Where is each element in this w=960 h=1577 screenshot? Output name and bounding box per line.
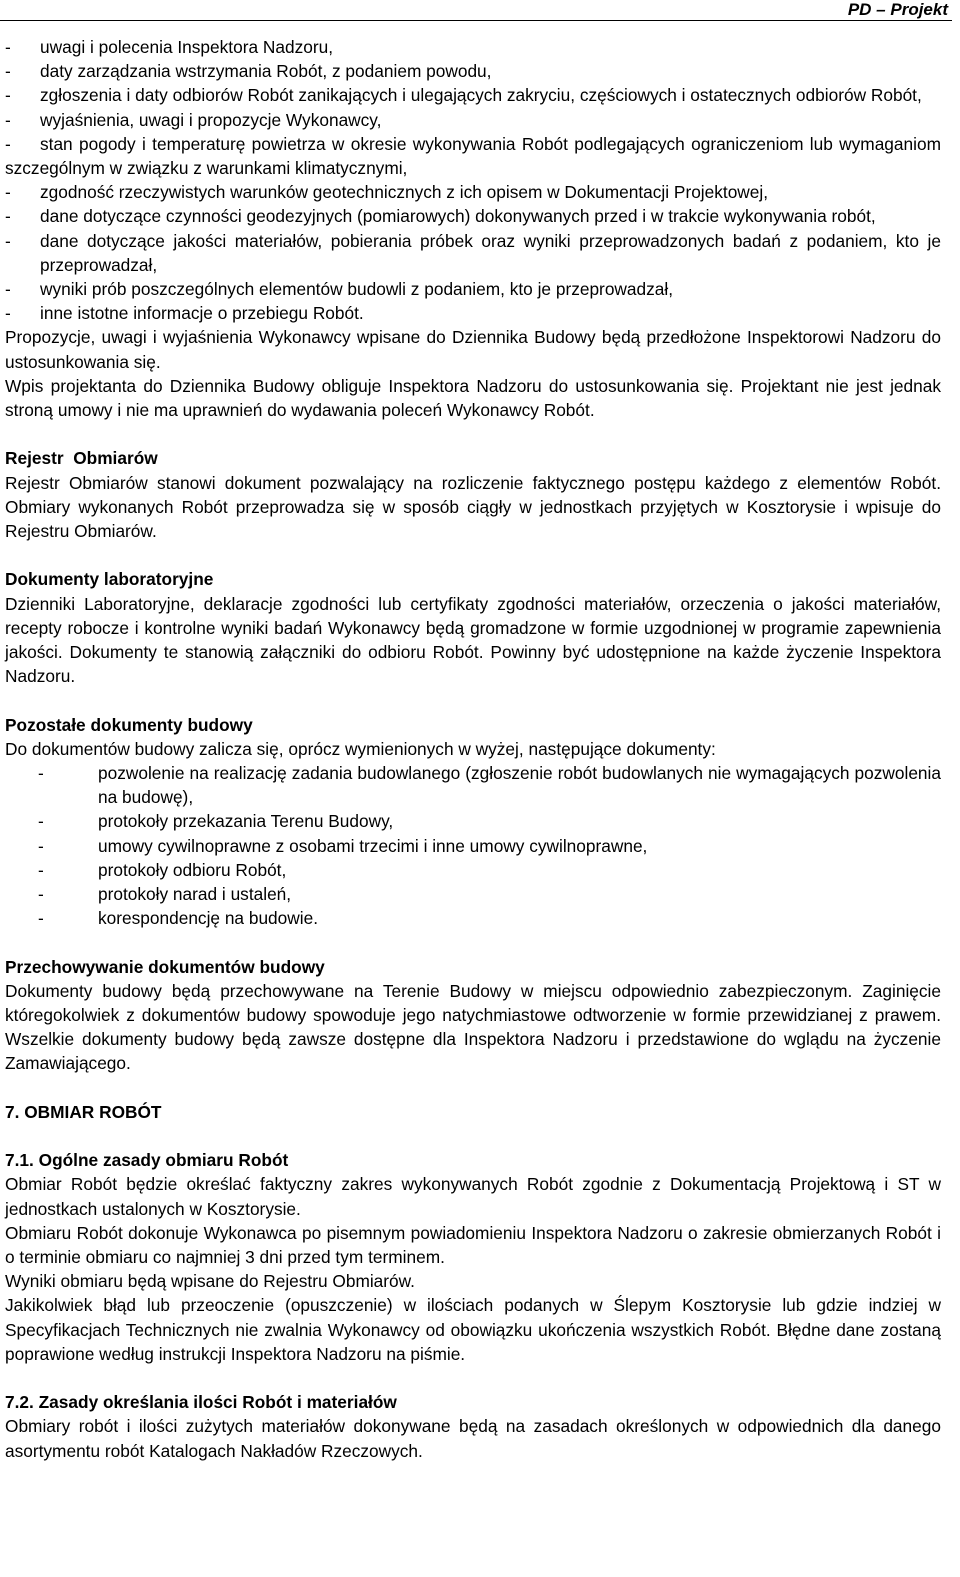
list-item: - daty zarządzania wstrzymania Robót, z podaniem powodu, [5, 61, 492, 82]
heading-section-7-2: 7.2. Zasady określania ilości Robót i materiałów [5, 1392, 397, 1413]
heading-other-docs: Pozostałe dokumenty budowy [5, 714, 253, 735]
list-item: - zgodność rzeczywistych warunków geotechnicznych z ich opisem w Dokumentacji Projektowej, [5, 182, 769, 203]
other-docs-list [5, 761, 941, 930]
heading-section-7: 7. OBMIAR ROBÓT [5, 1101, 162, 1122]
paragraph-designer-entry: Wpis projektanta do Dziennika Budowy obliguje Inspektora Nadzoru do ustosunkowania się. Projektant nie jest jednak stroną umowy i nie ma uprawnień do wydawania poleceń Wykonawcy Robót. [5, 375, 941, 421]
list-item: - korespondencję na budowie. [38, 908, 319, 929]
list-item-wrap: - dane dotyczące czynności geodezyjnych (pomiarowych) dokonywanych przed i w trakcie wykonywania robót, [5, 206, 876, 227]
list-item: - wyjaśnienia, uwagi i propozycje Wykonawcy, [5, 109, 382, 130]
list-item: - pozwolenie na realizację zadania budowlanego (zgłoszenie robót budowlanych nie wymagających pozwolenia na budowę), [38, 763, 941, 808]
page-header: PD – Projekt [847, 0, 948, 19]
paragraph-proposals: Propozycje, uwagi i wyjaśnienia Wykonawcy wpisane do Dziennika Budowy będą przedłożone Inspektorowi Nadzoru do ustosunkowania się. [5, 327, 941, 372]
header-rule [0, 20, 952, 21]
document-body [5, 35, 941, 1463]
paragraph-lab: Dzienniki Laboratoryjne, deklaracje zgodności lub certyfikaty zgodności materiałów, orzeczenia o jakości materiałów, recepty robocze i kontrolne wyniki badań Wykonawcy będą gromadzone w formie uzgodnionej w programie zapewnienia jakości. Dokumenty te stanowią załączniki do odbioru Robót. Powinny być udostępnione na każde życzenie Inspektora Nadzoru. [5, 593, 941, 687]
paragraph-other-intro: Do dokumentów budowy zalicza się, oprócz wymienionych w wyżej, następujące dokumenty: [5, 738, 716, 759]
paragraph-7-1-b: Obmiaru Robót dokonuje Wykonawca po pisemnym powiadomieniu Inspektora Nadzoru o zakresie obmierzanych Robót i o terminie obmiaru co najmniej 3 dni przed tym terminem. [5, 1222, 941, 1268]
heading-rejestr: Rejestr Obmiarów [5, 448, 158, 469]
list-item: - wyniki prób poszczególnych elementów budowli z podaniem, kto je przeprowadzał, [5, 279, 674, 300]
list-item: - inne istotne informacje o przebiegu Robót. [5, 303, 364, 324]
heading-lab: Dokumenty laboratoryjne [5, 569, 214, 590]
paragraph-7-1-a: Obmiar Robót będzie określać faktyczny zakres wykonywanych Robót zgodnie z Dokumentacją Projektową i ST w jednostkach ustalonych w Kosztorysie. [5, 1174, 941, 1219]
top-list [5, 35, 941, 325]
paragraph-7-1-d: Jakikolwiek błąd lub przeoczenie (opuszczenie) w ilościach podanych w Ślepym Kosztorysie lub gdzie indziej w Specyfikacjach Technicznych nie zwalnia Wykonawcy od obowiązku ukończenia wszystkich Robót. Błędne dane zostaną poprawione według instrukcji Inspektora Nadzoru na piśmie. [5, 1295, 941, 1364]
list-item: - protokoły przekazania Terenu Budowy, [38, 811, 394, 832]
list-item: - umowy cywilnoprawne z osobami trzecimi i inne umowy cywilnoprawne, [38, 835, 648, 856]
list-item: - dane dotyczące jakości materiałów, pobierania próbek oraz wyniki przeprowadzonych badań z podaniem, kto je przeprowadzał, [5, 230, 941, 275]
list-item-wrap: - zgłoszenia i daty odbiorów Robót zanikających i ulegających zakryciu, częściowych i ostatecznych odbiorów Robót, [5, 85, 922, 106]
heading-storage: Przechowywanie dokumentów budowy [5, 956, 325, 977]
paragraph-7-2-a: Obmiary robót i ilości zużytych materiałów dokonywane będą na zasadach określonych w odpowiednich dla danego asortymentu robót Katalogach Nakładów Rzeczowych. [5, 1416, 941, 1461]
list-item: - protokoły odbioru Robót, [38, 859, 287, 880]
list-item-wrap: - stan pogody i temperaturę powietrza w okresie wykonywania Robót podlegających ograniczeniom lub wymaganiom szczególnym w związku z warunkami klimatycznymi, [5, 133, 941, 179]
paragraph-storage: Dokumenty budowy będą przechowywane na Terenie Budowy w miejscu odpowiednio zabezpieczonym. Zaginięcie któregokolwiek z dokumentów budowy spowoduje jego natychmiastowe odtworzenie w formie przewidzianej z prawem. Wszelkie dokumenty budowy będą zawsze dostępne dla Inspektora Nadzoru i przedstawione do wglądu na życzenie Zamawiającego. [5, 980, 941, 1074]
heading-section-7-1: 7.1. Ogólne zasady obmiaru Robót [5, 1150, 289, 1171]
list-item: - protokoły narad i ustaleń, [38, 884, 292, 905]
list-item: - uwagi i polecenia Inspektora Nadzoru, [5, 37, 333, 57]
paragraph-rejestr: Rejestr Obmiarów stanowi dokument pozwalający na rozliczenie faktycznego postępu każdego z elementów Robót. Obmiary wykonanych Robót przeprowadza się w sposób ciągły w jednostkach przyjętych w Kosztorysie i wpisuje do Rejestru Obmiarów. [5, 472, 941, 542]
paragraph-7-1-c: Wyniki obmiaru będą wpisane do Rejestru Obmiarów. [5, 1271, 415, 1292]
